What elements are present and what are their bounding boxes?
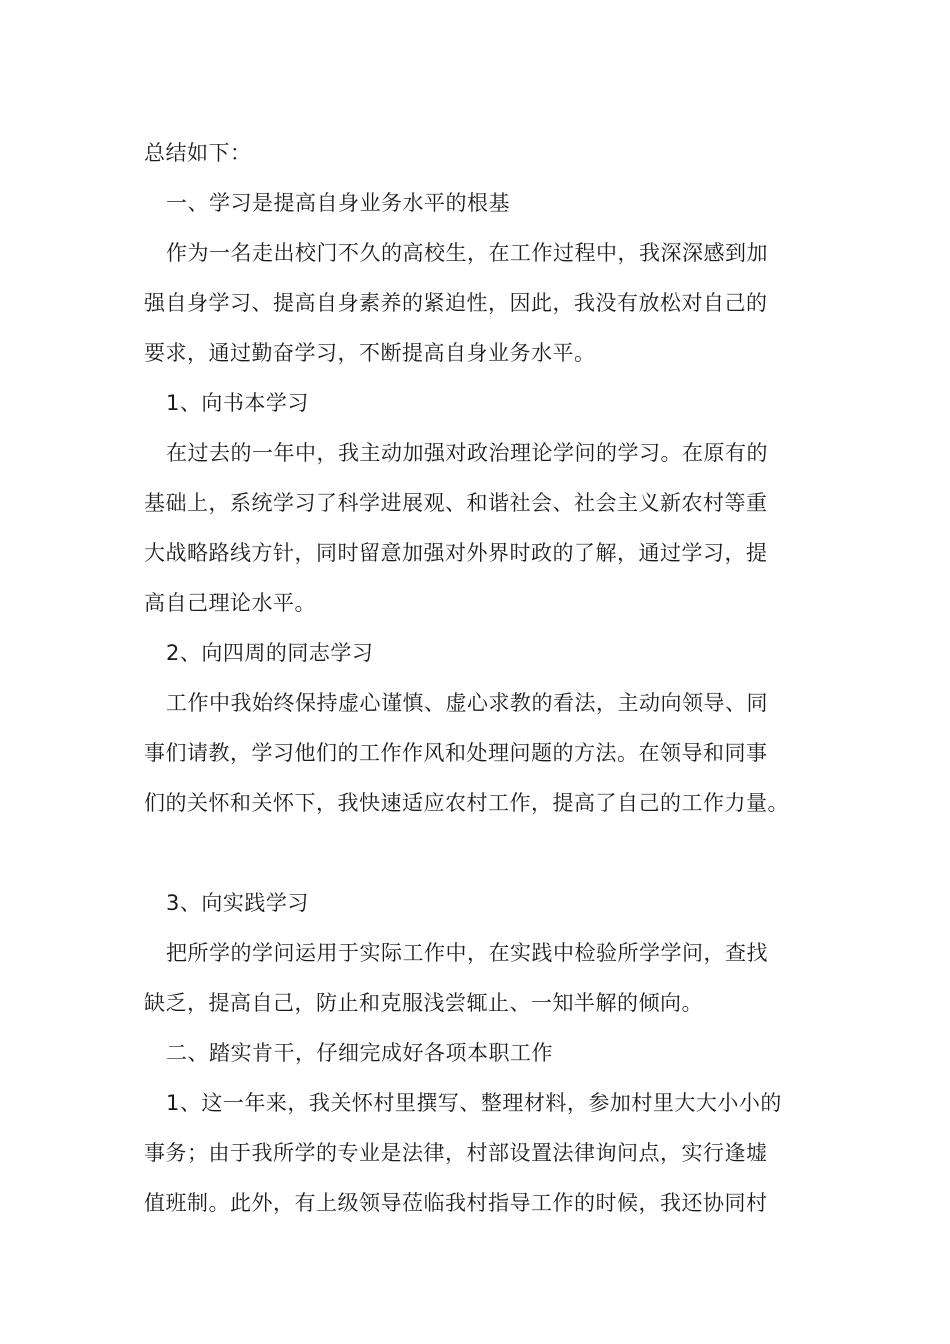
paragraph-line: 事们请教，学习他们的工作作风和处理问题的方法。在领导和同事	[144, 741, 768, 765]
paragraph-line: 基础上，系统学习了科学进展观、和谐社会、社会主义新农村等重	[144, 491, 768, 515]
paragraph-line: 缺乏，提高自己，防止和克服浅尝辄止、一知半解的倾向。	[144, 991, 703, 1015]
section-heading: 二、踏实肯干，仔细完成好各项本职工作	[166, 1041, 553, 1065]
paragraph-line: 事务；由于我所学的专业是法律，村部设置法律询问点，实行逢墟	[144, 1141, 768, 1165]
paragraph-line: 要求，通过勤奋学习，不断提高自身业务水平。	[144, 341, 596, 365]
paragraph-line: 工作中我始终保持虚心谨慎、虚心求教的看法，主动向领导、同	[166, 691, 768, 715]
paragraph-line: 把所学的学问运用于实际工作中，在实践中检验所学学问，查找	[166, 941, 768, 965]
section-heading: 一、学习是提高自身业务水平的根基	[166, 191, 510, 215]
paragraph-line: 在过去的一年中，我主动加强对政治理论学问的学习。在原有的	[166, 441, 768, 465]
paragraph-line: 大战略路线方针，同时留意加强对外界时政的了解，通过学习，提	[144, 541, 768, 565]
text-line: 总结如下：	[144, 141, 252, 165]
blank-line	[144, 828, 824, 878]
paragraph-line: 们的关怀和关怀下，我快速适应农村工作，提高了自己的工作力量。	[144, 791, 789, 815]
paragraph-line: 作为一名走出校门不久的高校生，在工作过程中，我深深感到加	[166, 241, 768, 265]
document-body	[144, 128, 824, 1228]
subsection-heading: 2、向四周的同志学习	[166, 641, 374, 665]
paragraph-line: 1、这一年来，我关怀村里撰写、整理材料，参加村里大大小小的	[166, 1091, 782, 1115]
paragraph-line: 强自身学习、提高自身素养的紧迫性，因此，我没有放松对自己的	[144, 291, 768, 315]
subsection-heading: 1、向书本学习	[166, 391, 309, 415]
paragraph-line: 值班制。此外，有上级领导莅临我村指导工作的时候，我还协同村	[144, 1191, 768, 1215]
paragraph-line: 高自己理论水平。	[144, 591, 316, 615]
subsection-heading: 3、向实践学习	[166, 891, 309, 915]
